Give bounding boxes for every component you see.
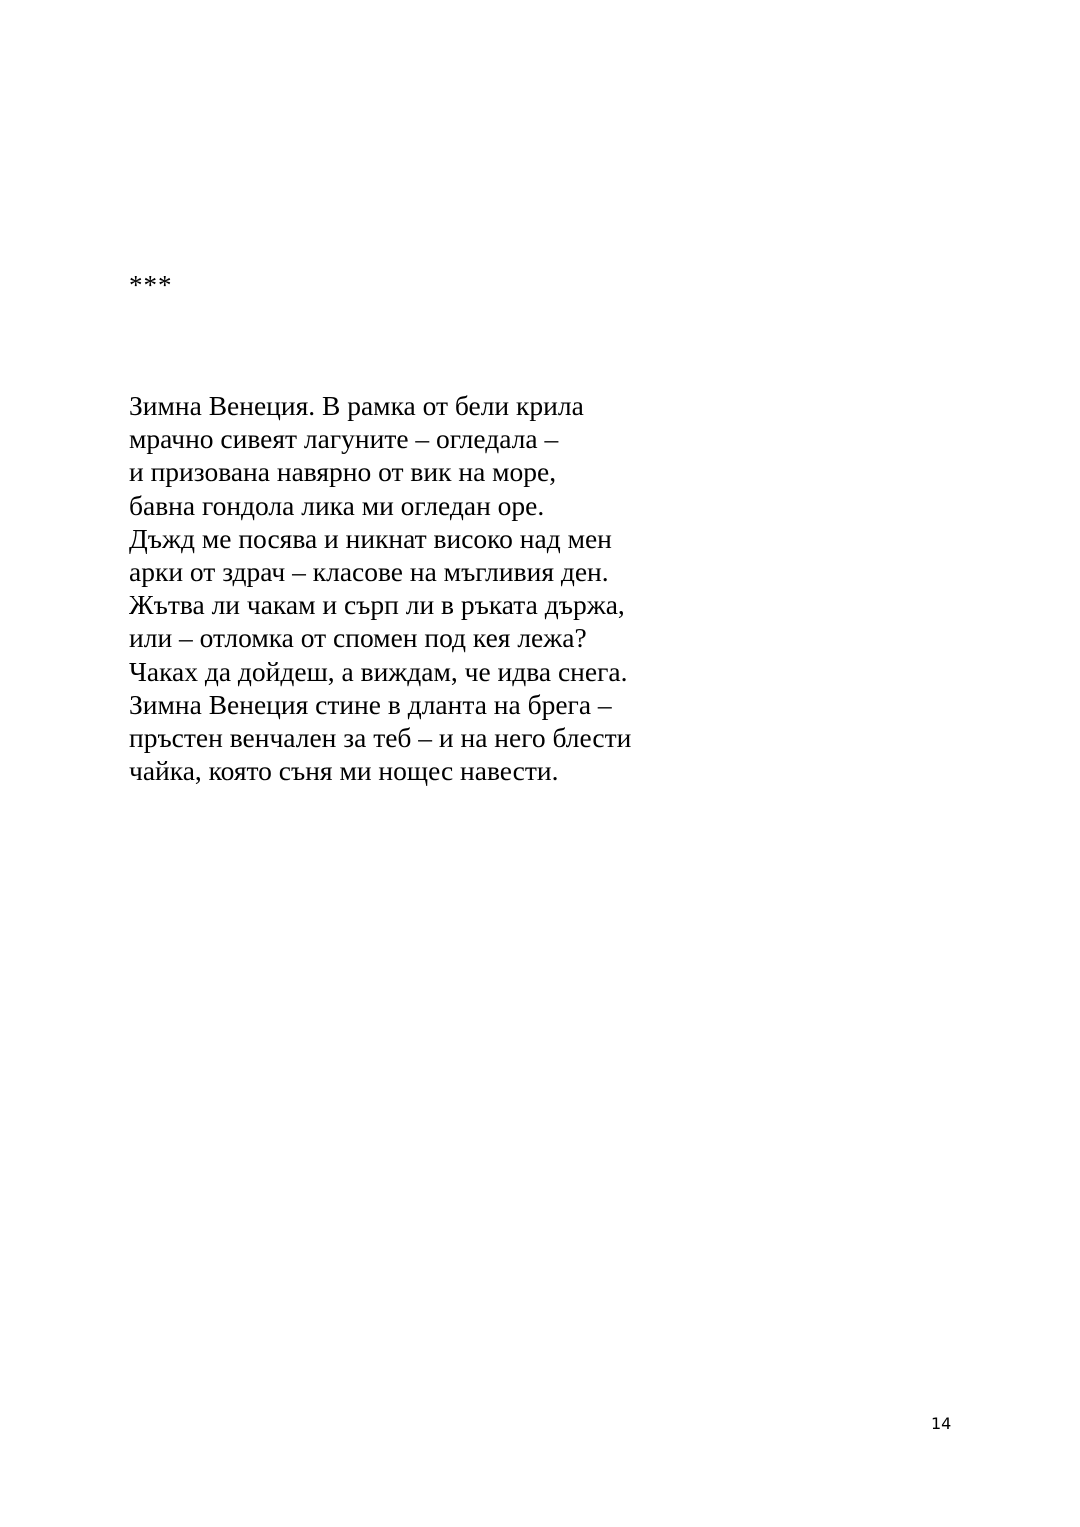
poem-line: арки от здрач – класове на мъгливия ден. [129,556,609,588]
section-separator: *** [129,270,173,300]
poem-line: Чаках да дойдеш, а виждам, че идва снега. [129,655,628,687]
poem-line: Дъжд ме посява и никнат високо над мен [129,522,612,554]
poem-line: или – отломка от спомен под кея лежа? [129,622,587,654]
poem-line: Жътва ли чакам и сърп ли в ръката държа, [129,589,625,621]
page-number: 14 [931,1414,952,1433]
poem-line: мрачно сивеят лагуните – огледала – [129,423,559,455]
poem [129,389,631,787]
poem-line: пръстен венчален за теб – и на него блести [129,722,632,754]
poem-line: Зимна Венеция. В рамка от бели крила [129,390,584,421]
poem-line: бавна гондола лика ми огледан оре. [129,489,545,521]
poem-line: Зимна Венеция стине в дланта на брега – [129,688,612,720]
poem-line: и призована навярно от вик на море, [129,456,557,488]
poem-line: чайка, която съня ми нощес навести. [129,755,559,787]
